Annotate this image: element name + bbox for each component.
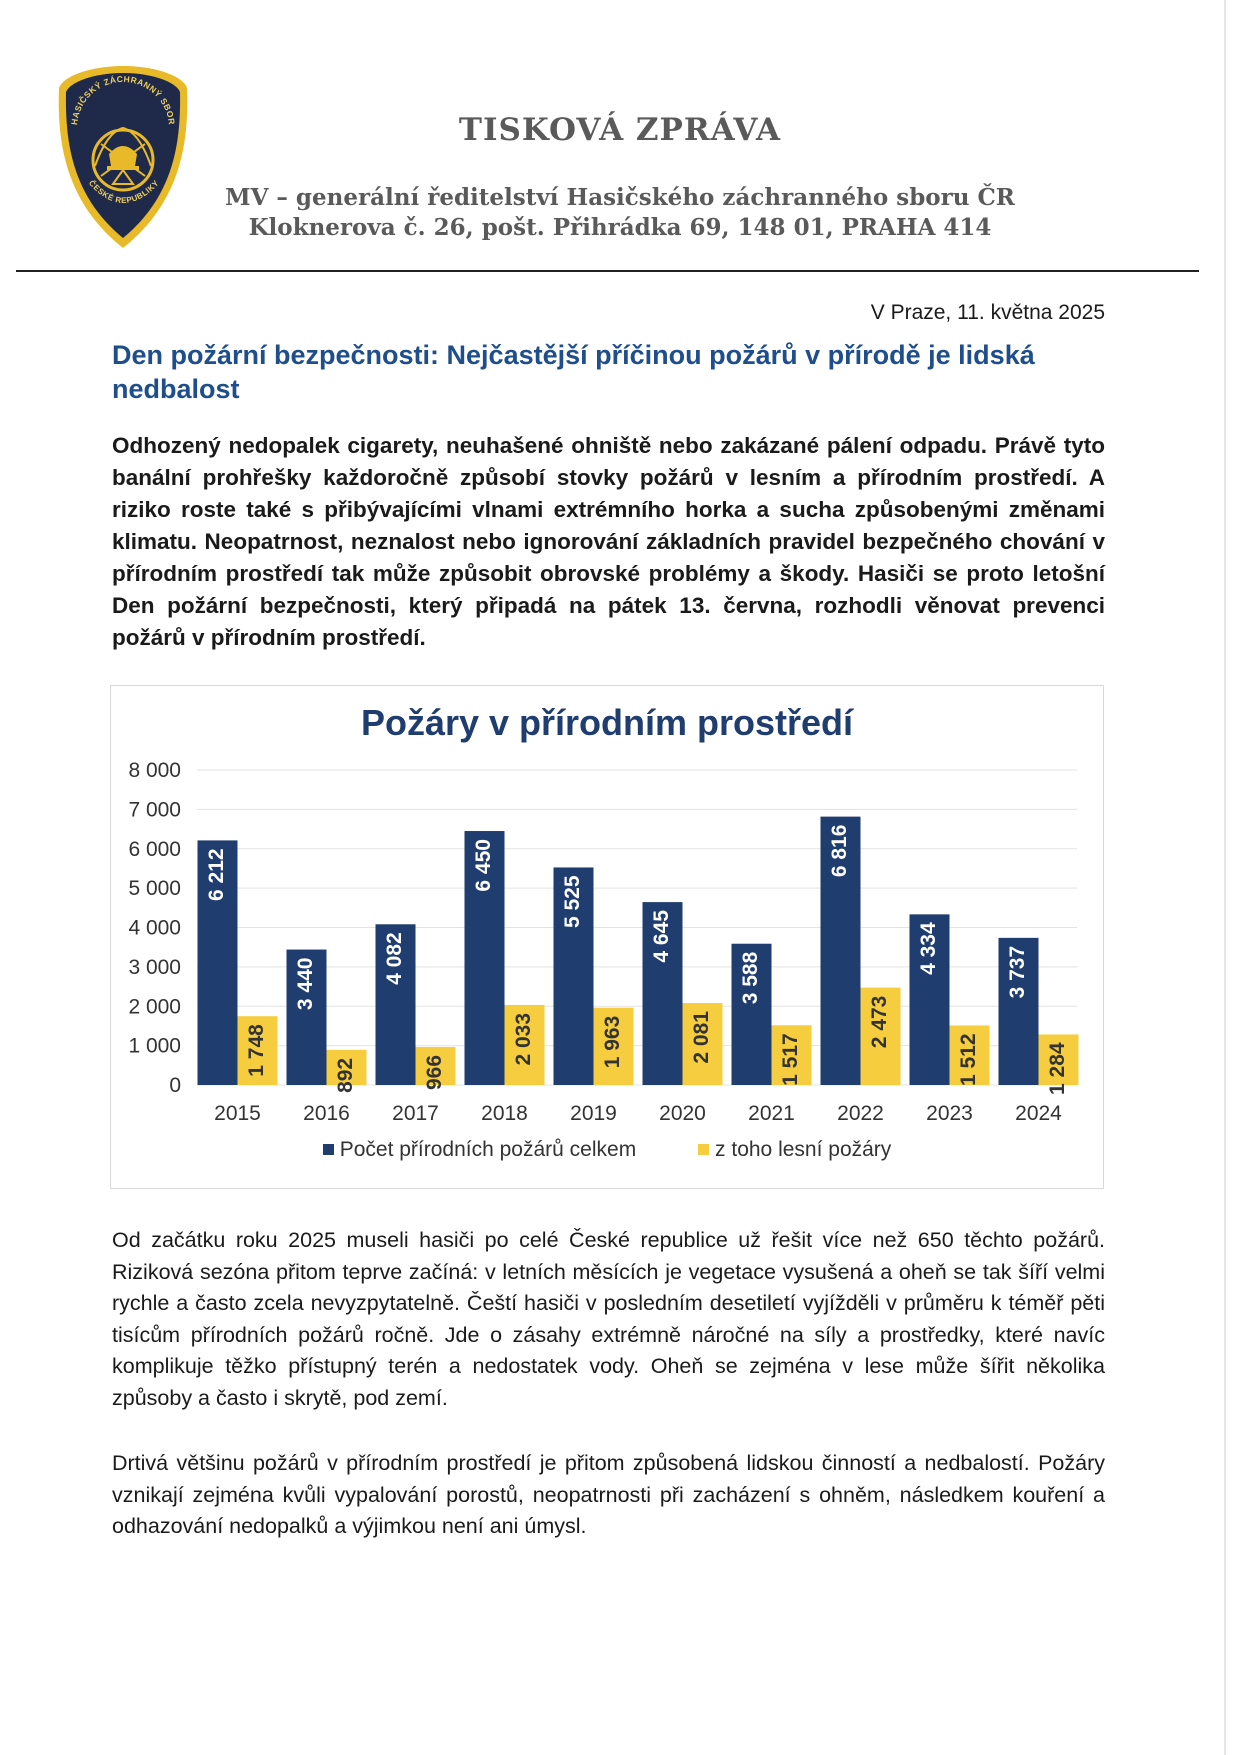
press-release-title: TISKOVÁ ZPRÁVA [458,112,782,148]
data-label-forest: 1 517 [779,1033,803,1086]
legend-label-total: Počet přírodních požárů celkem [339,1138,637,1161]
body-paragraph-2: Drtivá většinu požárů v přírodním prostředí je přitom způsobená lidskou činností a nedbalostí. Požáry vznikají zejména kvůli vypalování porostů, neopatrnosti při zacházení s ohněm, následkem kouření a odhazování nedopalků a výjimkou není ani úmysl. [112,1451,1105,1538]
header-divider [16,270,1199,272]
data-label-total: 4 645 [650,910,674,963]
data-label-total: 4 334 [917,922,941,975]
legend-item-forest [698,1138,891,1162]
y-tick-label: 6 000 [128,837,181,861]
data-label-forest: 1 963 [601,1015,625,1069]
y-tick-label: 7 000 [128,798,181,822]
y-tick-label: 5 000 [128,877,181,901]
organization-line: MV – generální ředitelství Hasičského záchranného sboru ČR [225,184,1015,211]
x-tick-label: 2024 [1015,1102,1062,1125]
x-tick-label: 2018 [481,1102,528,1125]
y-tick-label: 4 000 [128,916,181,940]
chart-legend [111,1138,1103,1162]
y-tick-label: 8 000 [128,759,181,782]
chart-container [110,685,1104,1189]
legend-swatch-forest [698,1144,709,1155]
logo-text-top: HASIČSKÝ ZÁCHRANNÝ SBOR [69,73,177,126]
data-label-total: 4 082 [383,932,407,985]
data-label-forest: 2 033 [512,1012,536,1066]
data-label-total: 3 588 [739,951,763,1005]
fire-rescue-emblem-icon [55,62,191,252]
data-label-total: 6 816 [828,824,852,878]
y-tick-label: 3 000 [128,955,181,979]
headline: Den požární bezpečnosti: Nejčastější příčinou požárů v přírodě je lidská nedbalost [112,340,1035,404]
data-label-forest: 2 081 [690,1011,714,1064]
data-label-forest: 2 473 [868,995,892,1049]
x-tick-label: 2020 [659,1102,706,1125]
y-tick-label: 1 000 [128,1034,181,1058]
data-label-forest: 892 [334,1057,358,1093]
data-label-total: 3 737 [1006,945,1030,999]
data-label-total: 6 212 [205,848,229,901]
data-label-forest: 1 284 [1046,1042,1070,1096]
data-label-forest: 1 512 [957,1033,981,1087]
data-label-total: 5 525 [561,875,585,929]
legend-item-total [323,1138,636,1162]
logo-text-bottom: ČESKÉ REPUBLIKY [86,178,161,206]
chart-title: Požáry v přírodním prostředí [360,702,854,743]
x-tick-label: 2021 [748,1102,795,1125]
y-tick-label: 0 [169,1074,181,1097]
lead-paragraph: Odhozený nedopalek cigarety, neuhašené ohniště nebo zakázané pálení odpadu. Právě tyto banální prohřešky každoročně způsobí stovky požárů v lesním a přírodním prostředí. A riziko roste také s přibývajícími vlnami extrémního horka a sucha způsobenými změnami klimatu. Neopatrnost, neznalost nebo ignorování základních pravidel bezpečného chování v přírodním prostředí tak může způsobit obrovské problémy a škody. Hasiči se proto letošní Den požární bezpečnosti, který připadá na pátek 13. června, rozhodli věnovat prevenci požárů v přírodním prostředí. [112,433,1105,650]
x-tick-label: 2017 [392,1102,439,1125]
data-label-forest: 1 748 [245,1024,269,1077]
address-line: Kloknerova č. 26, pošt. Přihrádka 69, 148 01, PRAHA 414 [248,214,992,241]
data-label-total: 6 450 [472,839,496,892]
bar-chart [111,686,1103,1188]
x-tick-label: 2015 [214,1102,261,1125]
legend-swatch-total [323,1144,334,1155]
date-line: V Praze, 11. května 2025 [870,301,1105,324]
x-tick-label: 2022 [837,1102,884,1125]
legend-label-forest: z toho lesní požáry [715,1138,892,1161]
x-tick-label: 2019 [570,1102,617,1125]
body-paragraph-1: Od začátku roku 2025 museli hasiči po celé České republice už řešit více než 650 těchto požárů. Riziková sezóna přitom teprve začíná: v letních měsících je vegetace vysušená a oheň se tak šíří velmi rychle a často zcela nevyzpytatelně. Čeští hasiči v posledním desetiletí vyjížděli v průměru k téměř pěti tisícům přírodních požárů ročně. Jde o zásahy extrémně náročné na síly a prostředky, které navíc komplikuje těžko přístupný terén a nedostatek vody. Oheň se zejména v lese může šířit několika způsoby a často i skrytě, pod zemí. [112,1228,1105,1410]
data-label-total: 3 440 [294,957,318,1011]
y-tick-label: 2 000 [128,995,181,1019]
x-tick-label: 2023 [926,1102,973,1125]
page-edge [1224,0,1226,1755]
data-label-forest: 966 [423,1054,447,1091]
x-tick-label: 2016 [303,1102,350,1125]
